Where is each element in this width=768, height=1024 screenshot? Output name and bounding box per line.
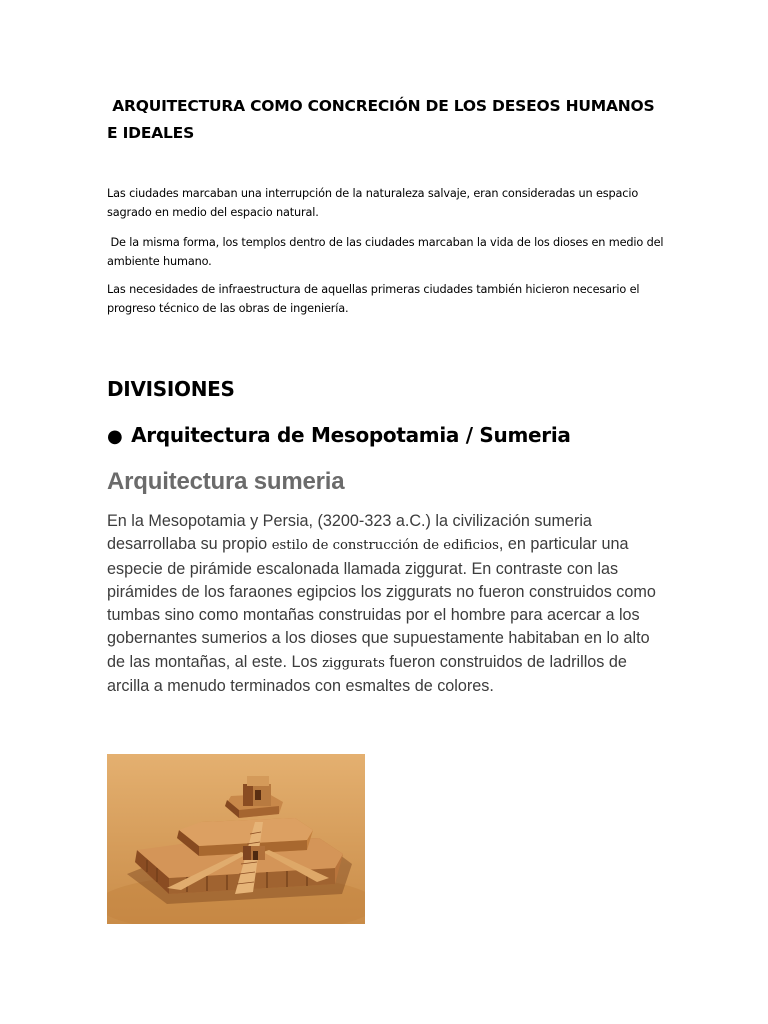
paragraph-temples: De la misma forma, los templos dentro de las ciudades marcaban la vida de los dioses en medio del ambiente humano. [107,236,667,268]
body-text-sumerian [107,510,667,698]
body-text-ziggurats: ziggurats [322,655,385,671]
document-title: ARQUITECTURA COMO CONCRECIÓN DE LOS DESEOS HUMANOS E IDEALES [107,97,660,142]
bullet-heading-mesopotamia [107,420,571,452]
body-text-serif-run: estilo de construcción de edificios [271,538,499,554]
section-title-sumerian: Arquitectura sumeria [107,468,345,495]
body-text-part1: En la Mesopotamia y Persia, (3200-323 a.C.) la civilización sumeria desarrollaba su propio [107,512,592,554]
ziggurat-image [107,754,365,924]
paragraph-cities: Las ciudades marcaban una interrupción de la naturaleza salvaje, eran consideradas un espacio sagrado en medio del espacio natural. [107,187,642,219]
bullet-heading-label: Arquitectura de Mesopotamia / Sumeria [131,423,571,447]
ziggurat-illustration [107,754,365,924]
body-text-part2: , en particular una especie de pirámide escalonada llamada ziggurat. En contraste con las pirámides de los faraones egipcios los ziggurats no fueron construidos como tumbas sino como montañas construidas por el hombre para acercar a los gobernantes sumerios a los dioses que supuestamente habitaban en lo alto de las montañas, al este. Los [107,535,656,671]
divisions-heading: DIVISIONES [107,377,235,401]
paragraph-infrastructure: Las necesidades de infraestructura de aquellas primeras ciudades también hicieron necesario el progreso técnico de las obras de ingeniería. [107,283,643,315]
body-text-part3: fueron construidos de ladrillos de arcilla a menudo terminados con esmaltes de colores. [107,652,627,696]
bullet-icon: ● [107,426,123,447]
